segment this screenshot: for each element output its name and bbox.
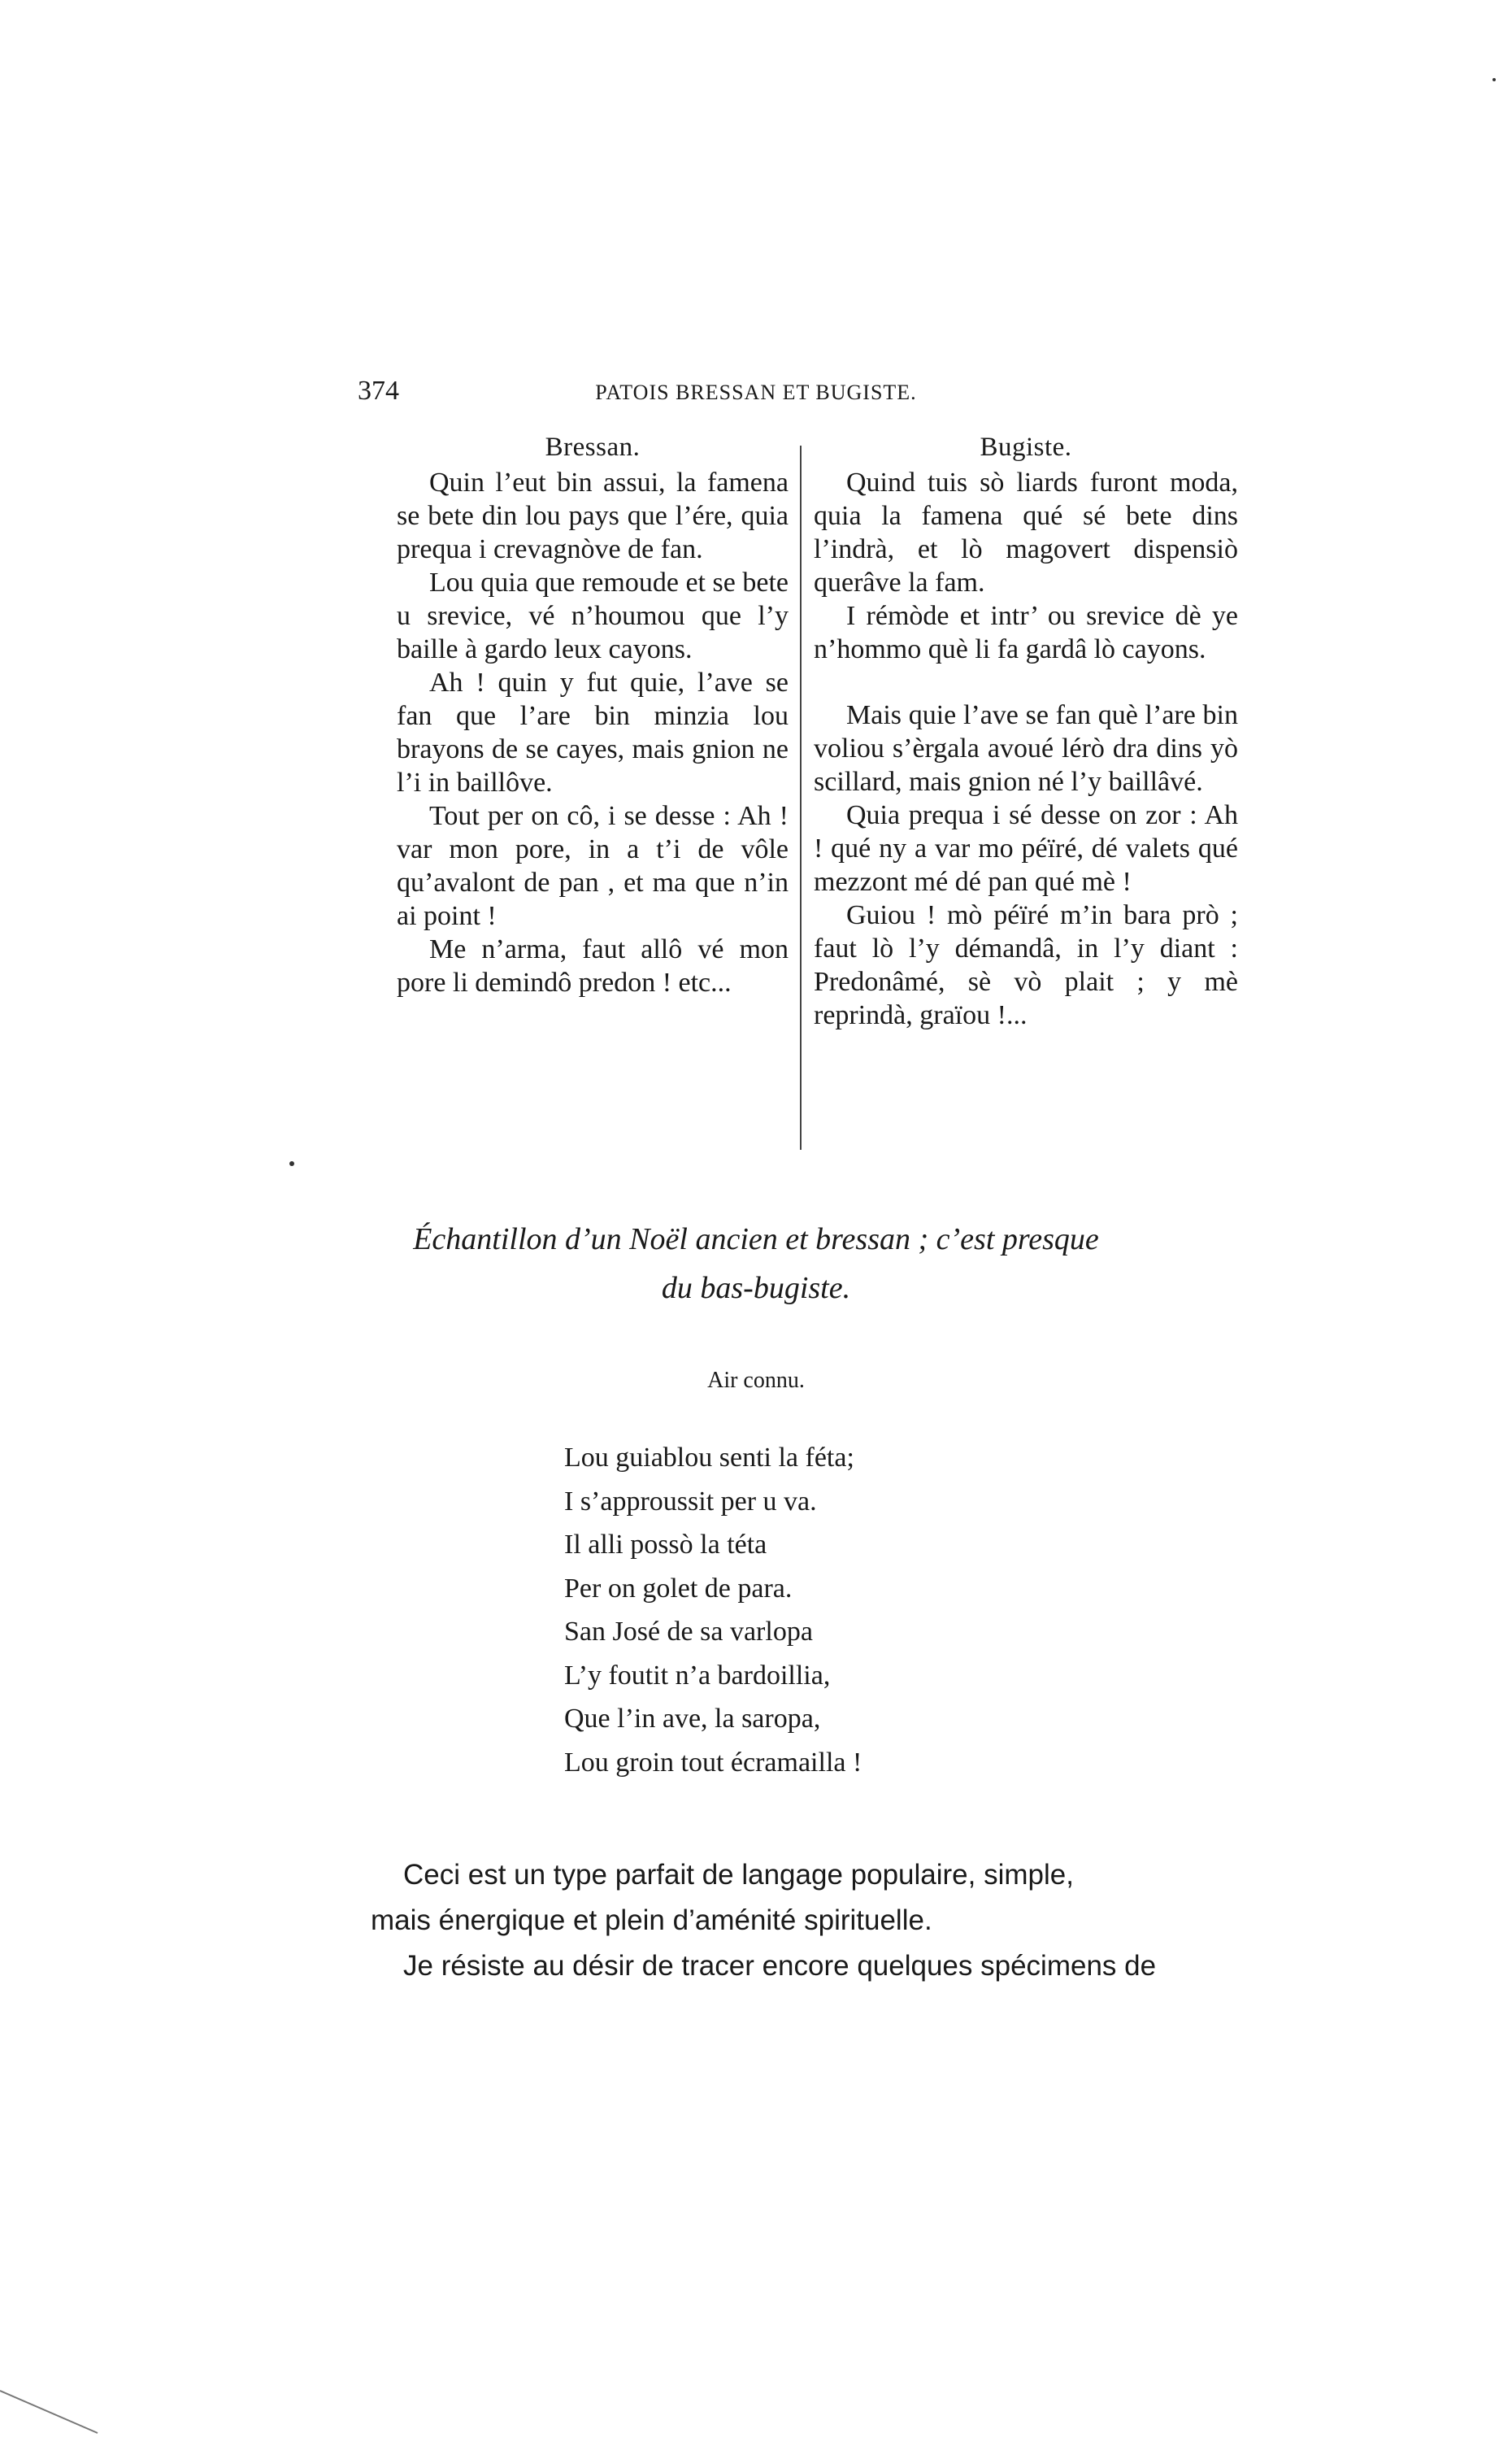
right-paragraph: Mais quie l’ave se fan què l’are bin voliou s’èrgala avoué lérò dra dins yò scillard, mais gnion né l’y baillâvé. (814, 700, 1238, 797)
page-number: 374 (358, 376, 399, 406)
paragraph-gap (814, 666, 1238, 699)
verse-line: Lou guiablou senti la féta; (564, 1443, 854, 1473)
right-paragraph: Quind tuis sò liards furont moda, quia la famena qué sé bete dins l’indrà, et lò magovert dispensiò querâve la fam. (814, 468, 1238, 598)
scan-speck (1492, 78, 1496, 81)
scan-corner-mark (0, 2383, 114, 2439)
verse-line: Que l’in ave, la saropa, (564, 1704, 821, 1734)
verse-line: L’y foutit n’a bardoillia, (564, 1660, 831, 1691)
verse-line: San José de sa varlopa (564, 1617, 813, 1647)
noel-verse (564, 1436, 862, 1784)
right-column-title: Bugiste. (980, 433, 1072, 462)
air-label: Air connu. (707, 1368, 805, 1393)
right-paragraph: Guiou ! mò péïré m’in bara prò ; faut lò l’y démandâ, in l’y diant : Predonâmé, sè vò plait ; y mè reprindà, graïou !... (814, 900, 1238, 1030)
prose-line: Ceci est un type parfait de langage populaire, simple, (403, 1859, 1074, 1891)
verse-line: Per on golet de para. (564, 1573, 793, 1604)
noel-caption (0, 1215, 1512, 1312)
left-column-title: Bressan. (545, 433, 641, 462)
right-paragraph: I rémòde et intr’ ou srevice dè ye n’hommo què li fa gardâ lò cayons. (814, 601, 1238, 664)
right-paragraph: Quia prequa i sé desse on zor : Ah ! qué ny a var mo péïré, dé valets qué mezzont mé dé pan qué mè ! (814, 800, 1238, 897)
left-column-bressan (397, 431, 789, 999)
column-divider (800, 446, 802, 1150)
verse-line: Il alli possò la téta (564, 1530, 767, 1560)
left-paragraph: Me n’arma, faut allô vé mon pore li demindô predon ! etc... (397, 934, 789, 998)
scan-speck (289, 1161, 294, 1166)
right-column-bugiste (814, 431, 1238, 1032)
caption-line: Échantillon d’un Noël ancien et bressan ; c’est presque (413, 1222, 1099, 1256)
running-head: PATOIS BRESSAN ET BUGISTE. (595, 381, 917, 404)
verse-line: I s’approussit per u va. (564, 1486, 817, 1517)
left-paragraph: Ah ! quin y fut quie, l’ave se fan que l’are bin minzia lou brayons de se cayes, mais gnion ne l’i in baillôve. (397, 668, 789, 798)
left-paragraph: Quin l’eut bin assui, la famena se bete din lou pays que l’ére, quia prequa i crevagnòve de fan. (397, 468, 789, 564)
left-paragraph: Tout per on cô, i se desse : Ah ! var mon pore, in a t’i de vôle qu’avalont de pan , et ma que n’in ai point ! (397, 801, 789, 931)
caption-line: du bas-bugiste. (661, 1271, 851, 1305)
prose-line: Je résiste au désir de tracer encore quelques spécimens de (403, 1950, 1157, 1982)
prose-line: mais énergique et plein d’aménité spirituelle. (371, 1904, 932, 1936)
left-paragraph: Lou quia que remoude et se bete u srevice, vé n’houmou que l’y baille à gardo leux cayons. (397, 568, 789, 664)
body-prose (371, 1852, 1249, 1989)
verse-line: Lou groin tout écramailla ! (564, 1747, 862, 1778)
